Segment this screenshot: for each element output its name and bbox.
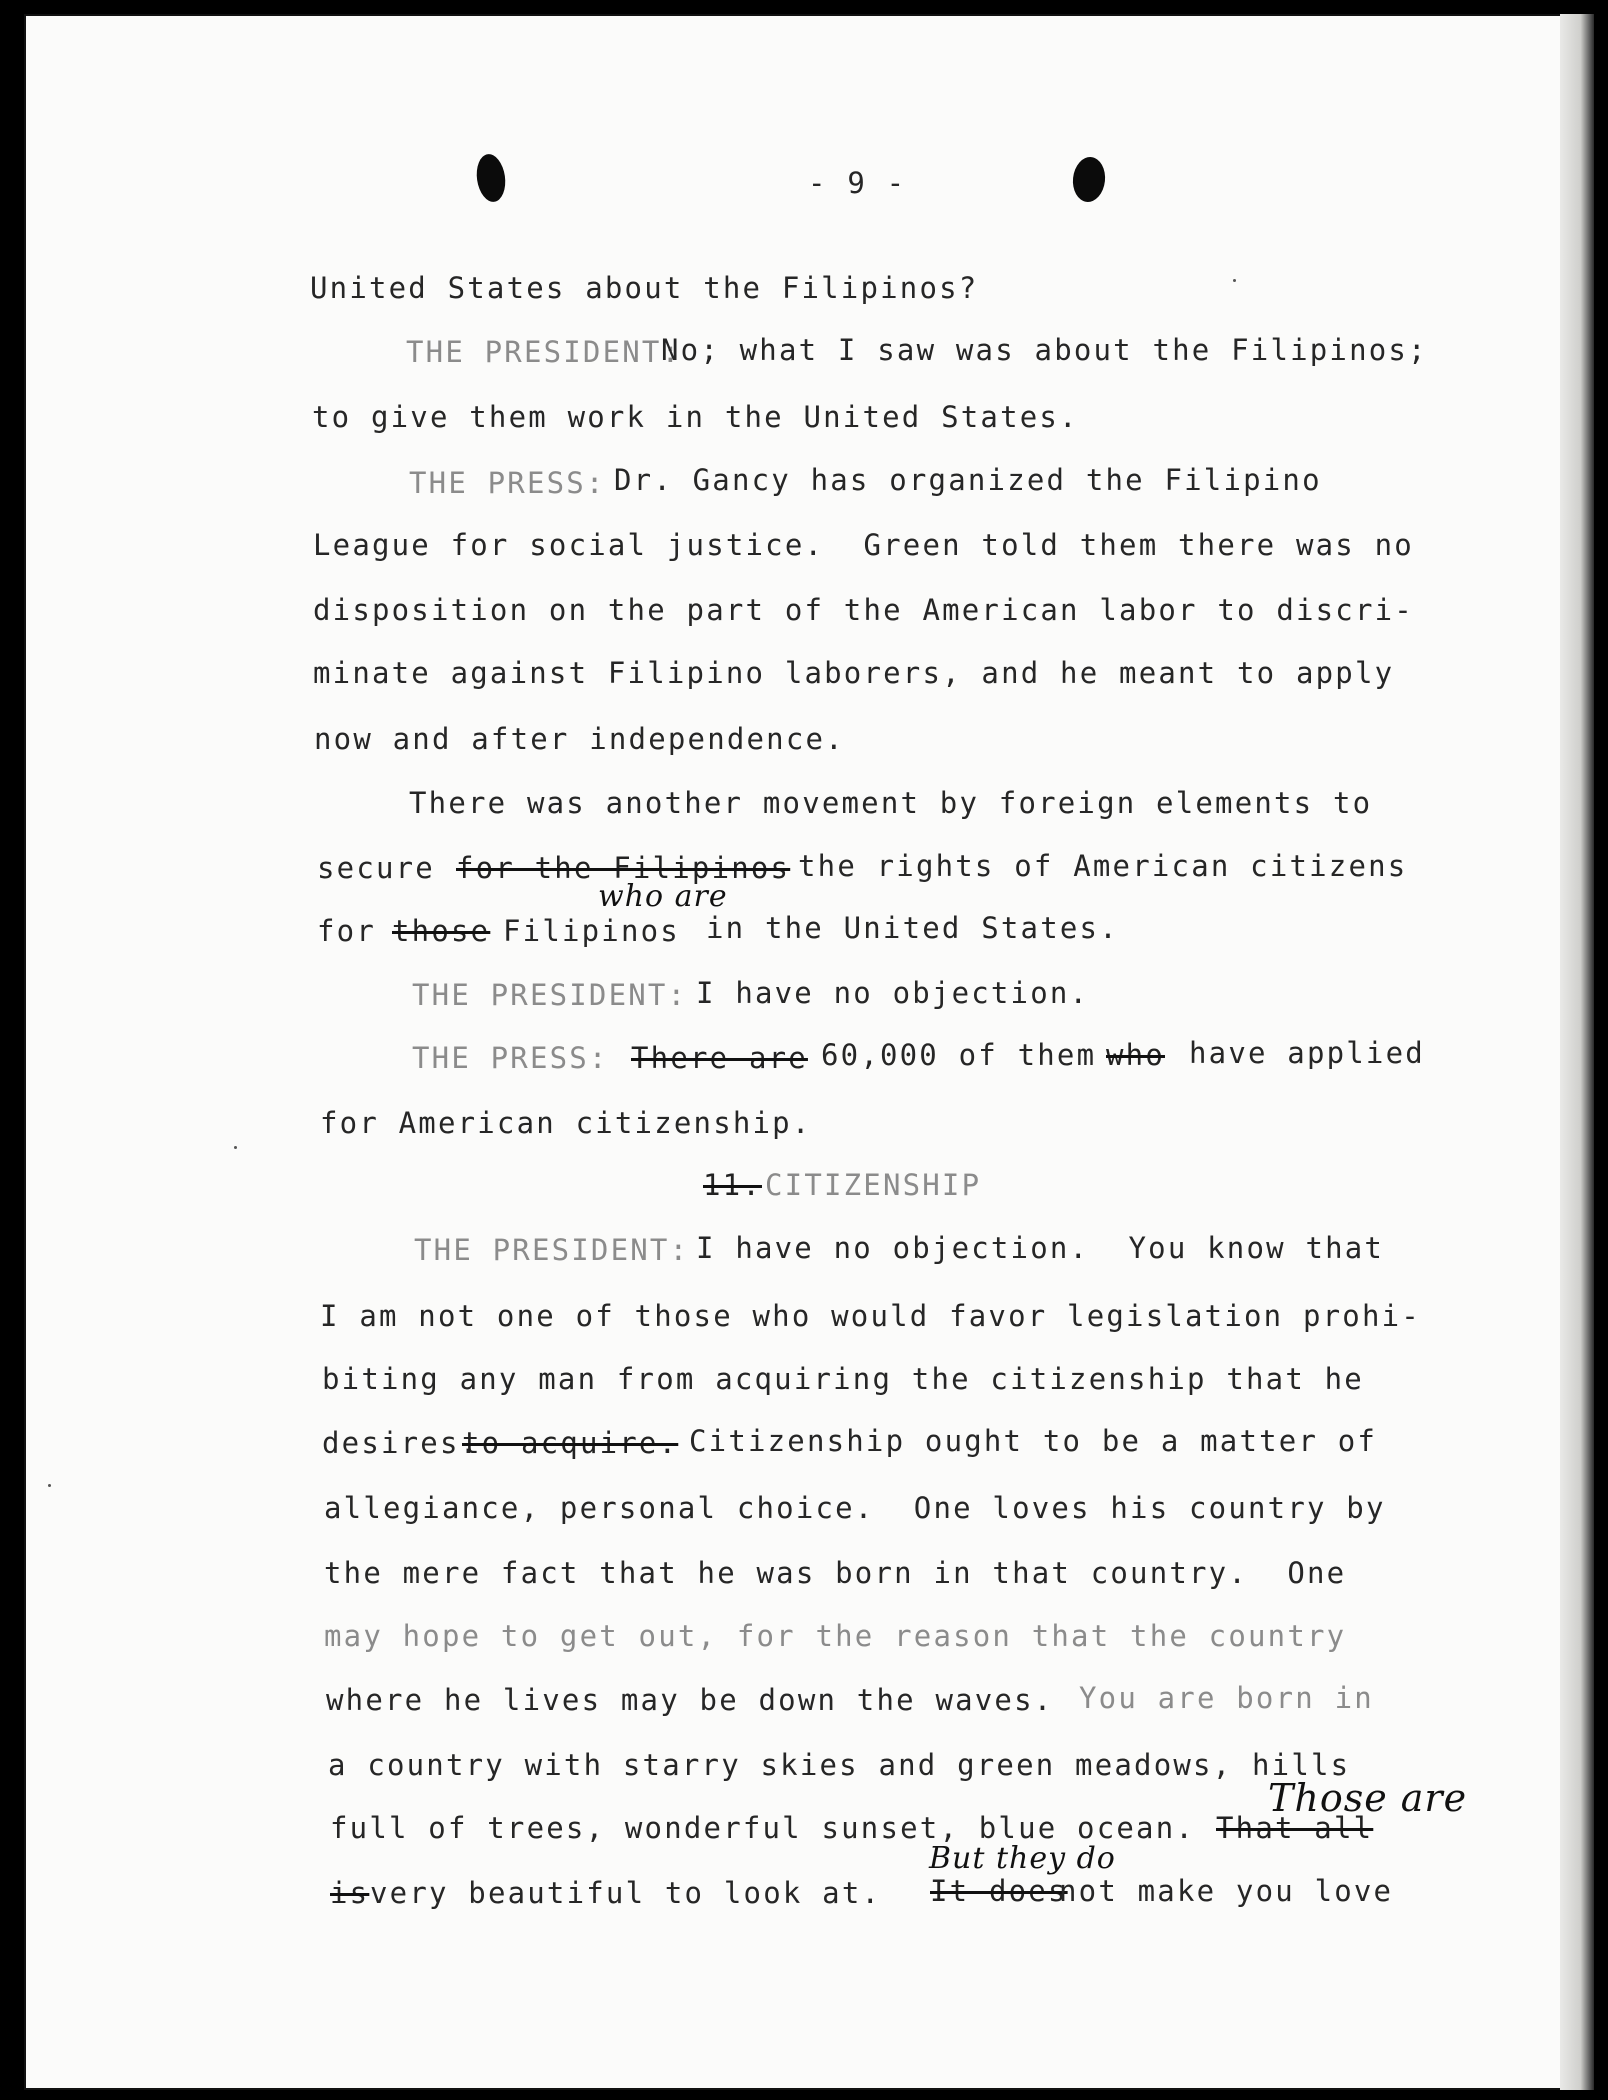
speaker-label: THE PRESS: <box>412 1041 609 1075</box>
speaker-label: THE PRESS: <box>409 466 606 500</box>
text-line: now and after independence. <box>314 722 845 756</box>
struck-text: 11. <box>703 1168 762 1202</box>
text-line: for American citizenship. <box>320 1106 812 1140</box>
struck-text: who <box>1106 1038 1165 1072</box>
text-line: secure <box>317 851 435 885</box>
text-line: to give them work in the United States. <box>312 400 1079 434</box>
speck <box>234 1146 237 1149</box>
section-heading: CITIZENSHIP <box>765 1168 982 1202</box>
text-line: There was another movement by foreign elements to <box>409 786 1373 820</box>
punch-hole-right <box>1071 155 1108 203</box>
text-line: Filipinos <box>503 914 680 948</box>
struck-text: to acquire. <box>462 1426 679 1460</box>
text-line: may hope to get out, for the reason that the country <box>324 1619 1347 1653</box>
speaker-label: THE PRESIDENT: <box>412 978 688 1012</box>
text-line: full of trees, wonderful sunset, blue ocean. <box>330 1811 1196 1845</box>
text-line: desires. <box>322 1426 480 1460</box>
text-line: disposition on the part of the American labor to discri- <box>313 593 1414 627</box>
struck-text: That all <box>1216 1811 1374 1845</box>
speck <box>1233 279 1236 282</box>
text-line: the mere fact that he was born in that country. One <box>324 1556 1347 1590</box>
text-line: I have no objection. You know that <box>696 1231 1385 1265</box>
text-line: League for social justice. Green told them there was no <box>313 528 1414 562</box>
struck-text: There are <box>631 1041 808 1075</box>
speck <box>48 1484 51 1487</box>
struck-text: for the Filipinos <box>456 851 791 885</box>
handwritten-insertion: But they do <box>929 1841 1116 1876</box>
text-line: not make you love <box>1059 1874 1394 1908</box>
text-line: I am not one of those who would favor legislation prohi- <box>320 1299 1421 1333</box>
text-line: have applied <box>1189 1036 1425 1070</box>
struck-text: is <box>330 1876 370 1910</box>
text-line: You are born in <box>1079 1681 1374 1715</box>
text-line: biting any man from acquiring the citizenship that he <box>322 1362 1364 1396</box>
text-line: for <box>317 914 376 948</box>
text-line: No; what I saw was about the Filipinos; <box>661 333 1428 367</box>
text-line: allegiance, personal choice. One loves his country by <box>324 1491 1386 1525</box>
handwritten-insertion: who are <box>598 879 728 914</box>
text-line: United States about the Filipinos? <box>310 271 979 305</box>
page-edge-shadow <box>1560 14 1594 2090</box>
struck-text: those <box>392 914 491 948</box>
document-page <box>24 14 1594 2090</box>
text-line: minate against Filipino laborers, and he meant to apply <box>313 656 1395 690</box>
speaker-label: THE PRESIDENT: <box>414 1233 690 1267</box>
page-number: - 9 - <box>808 166 907 200</box>
speaker-label: THE PRESIDENT: <box>406 335 682 369</box>
text-line: Dr. Gancy has organized the Filipino <box>614 463 1322 497</box>
punch-hole-left <box>474 152 508 203</box>
text-line: very beautiful to look at. <box>370 1876 882 1910</box>
text-line: the rights of American citizens <box>798 849 1408 883</box>
text-line: a country with starry skies and green meadows, hills <box>328 1748 1351 1782</box>
struck-text: It does <box>930 1874 1068 1908</box>
text-line: I have no objection. <box>696 976 1090 1010</box>
handwritten-insertion: Those are <box>1268 1776 1468 1820</box>
text-line: where he lives may be down the waves. <box>326 1683 1054 1717</box>
text-line: in the United States. <box>706 911 1119 945</box>
text-line: Citizenship ought to be a matter of <box>689 1424 1378 1458</box>
text-line: 60,000 of them <box>821 1038 1097 1072</box>
